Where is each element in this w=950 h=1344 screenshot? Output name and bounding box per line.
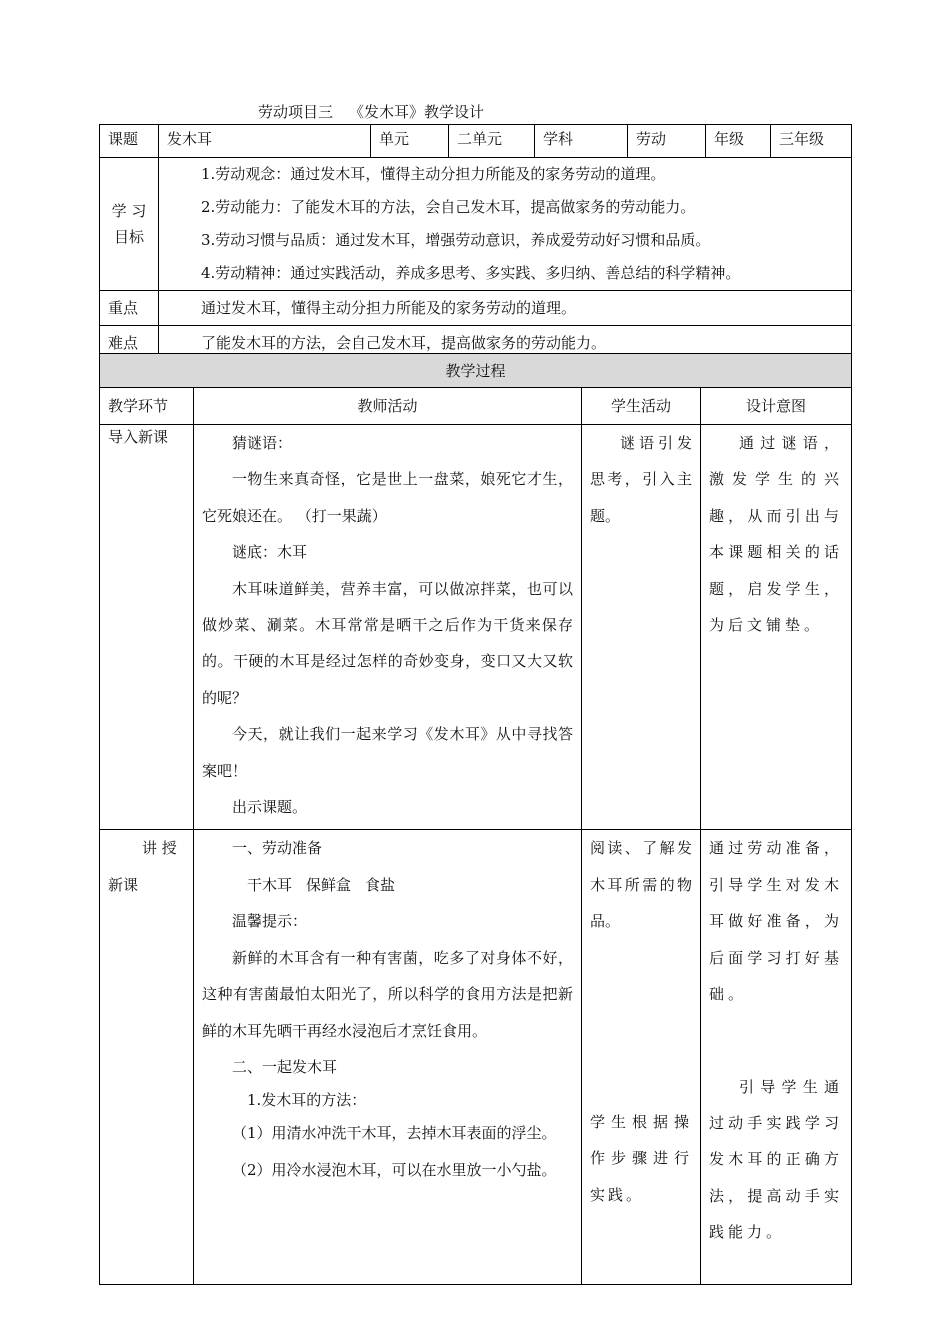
topic-value: 发木耳 xyxy=(167,130,213,148)
process-table xyxy=(99,353,852,1285)
title-part-2: 《发木耳》教学设计 xyxy=(349,103,485,121)
intro-intent-text: 通过谜语，激发学生的兴趣，从而引出与本课题相关的话题，启发学生，为后文铺垫。 xyxy=(709,434,844,635)
prep-heading: 一、劳动准备 xyxy=(232,839,323,858)
objectives-label-line-2: 目标 xyxy=(113,228,144,246)
info-row-key xyxy=(100,291,852,326)
method-step-2: （2）用冷水浸泡木耳，可以在水里放一小勺盐。 xyxy=(232,1160,557,1179)
objective-item: 4.劳动精神：通过实践活动，养成多思考、多实践、多归纳、善总结的科学精神。 xyxy=(201,264,741,282)
riddle-text: 一物生来真奇怪，它是世上一盘菜，娘死它才生，它死娘还在。 （打一果蔬） xyxy=(202,470,573,525)
process-heading-row xyxy=(100,354,852,388)
practice-heading: 二、一起发木耳 xyxy=(232,1057,338,1076)
lesson-intent xyxy=(701,830,851,1254)
intro-stage: 导入新课 xyxy=(108,428,169,446)
unit-value: 二单元 xyxy=(457,130,503,148)
info-row-objectives xyxy=(100,158,852,291)
intro-student xyxy=(582,425,700,538)
difficulty-label: 难点 xyxy=(108,334,139,352)
lesson-stage-line-2: 新课 xyxy=(108,875,139,894)
subject-label: 学科 xyxy=(543,130,574,148)
lesson-teacher xyxy=(194,830,581,1192)
show-topic: 出示课题。 xyxy=(232,798,308,817)
lesson-student-text-2: 学生根据操作步骤进行实践。 xyxy=(590,1112,692,1204)
info-row-topic xyxy=(100,125,852,158)
grade-label: 年级 xyxy=(714,130,745,148)
objective-item: 1.劳动观念：通过发木耳，懂得主动分担力所能及的家务劳动的道理。 xyxy=(201,165,666,183)
method-heading: 1.发木耳的方法： xyxy=(247,1091,367,1110)
key-label: 重点 xyxy=(108,299,139,317)
process-header-row xyxy=(100,388,852,425)
process-heading: 教学过程 xyxy=(445,361,506,380)
col-student-header: 学生活动 xyxy=(610,397,671,415)
objective-item: 3.劳动习惯与品质：通过发木耳，增强劳动意识，养成爱劳动好习惯和品质。 xyxy=(201,231,711,249)
objectives-label-line-1: 学 习 xyxy=(111,202,147,220)
lesson-stage-line-1: 讲 授 xyxy=(142,839,177,858)
intro-student-text: 谜语引发思考，引入主题。 xyxy=(590,434,692,525)
tip-heading: 温馨提示： xyxy=(232,912,308,931)
col-teacher-header: 教师活动 xyxy=(357,397,418,415)
intro-paragraph: 木耳味道鲜美，营养丰富，可以做凉拌菜，也可以做炒菜、涮菜。木耳常常是晒干之后作为干货来保存的。干硬的木耳是经过怎样的奇妙变身，变口又大又软的呢？ xyxy=(202,579,573,707)
lesson-intent-text-1: 通过劳动准备，引导学生对发木耳做好准备，为后面学习打好基础。 xyxy=(709,839,844,1004)
document-title xyxy=(258,101,484,122)
title-part-1: 劳动项目三 xyxy=(258,103,334,121)
material-item: 保鲜盒 xyxy=(306,875,352,894)
riddle-heading: 猜谜语： xyxy=(232,434,293,452)
col-stage-header: 教学环节 xyxy=(108,397,169,415)
difficulty-value: 了能发木耳的方法，会自己发木耳，提高做家务的劳动能力。 xyxy=(201,334,607,352)
subject-value: 劳动 xyxy=(636,130,667,148)
col-intent-header: 设计意图 xyxy=(746,397,807,415)
unit-label: 单元 xyxy=(379,130,410,148)
objective-item: 2.劳动能力：了能发木耳的方法，会自己发木耳，提高做家务的劳动能力。 xyxy=(201,198,696,216)
lesson-stage xyxy=(100,830,193,907)
key-value: 通过发木耳，懂得主动分担力所能及的家务劳动的道理。 xyxy=(201,299,577,317)
intro-invite: 今天，就让我们一起来学习《发木耳》从中寻找答案吧！ xyxy=(202,725,573,780)
material-item: 干木耳 xyxy=(247,875,293,894)
topic-label: 课题 xyxy=(108,130,139,148)
grade-value: 三年级 xyxy=(779,130,825,148)
info-table xyxy=(99,124,852,361)
tip-text: 新鲜的木耳含有一种有害菌，吃多了对身体不好，这种有害菌最怕太阳光了，所以科学的食用方法是把新鲜的木耳先晒干再经水浸泡后才烹饪食用。 xyxy=(202,948,573,1040)
intro-row xyxy=(100,425,852,830)
lesson-student xyxy=(582,830,700,1216)
objectives-list xyxy=(100,158,851,290)
intro-teacher xyxy=(194,425,581,829)
lesson-intent-text-2: 引导学生通过动手实践学习发木耳的正确方法，提高动手实践能力。 xyxy=(709,1077,844,1242)
riddle-answer: 谜底：木耳 xyxy=(232,543,308,562)
method-step-1: （1）用清水冲洗干木耳，去掉木耳表面的浮尘。 xyxy=(232,1124,557,1143)
lesson-row xyxy=(100,830,852,1285)
intro-intent xyxy=(701,425,851,647)
materials-list xyxy=(202,867,573,903)
lesson-student-text-1: 阅读、了解发木耳所需的物品。 xyxy=(590,839,692,931)
material-item: 食盐 xyxy=(365,875,396,894)
